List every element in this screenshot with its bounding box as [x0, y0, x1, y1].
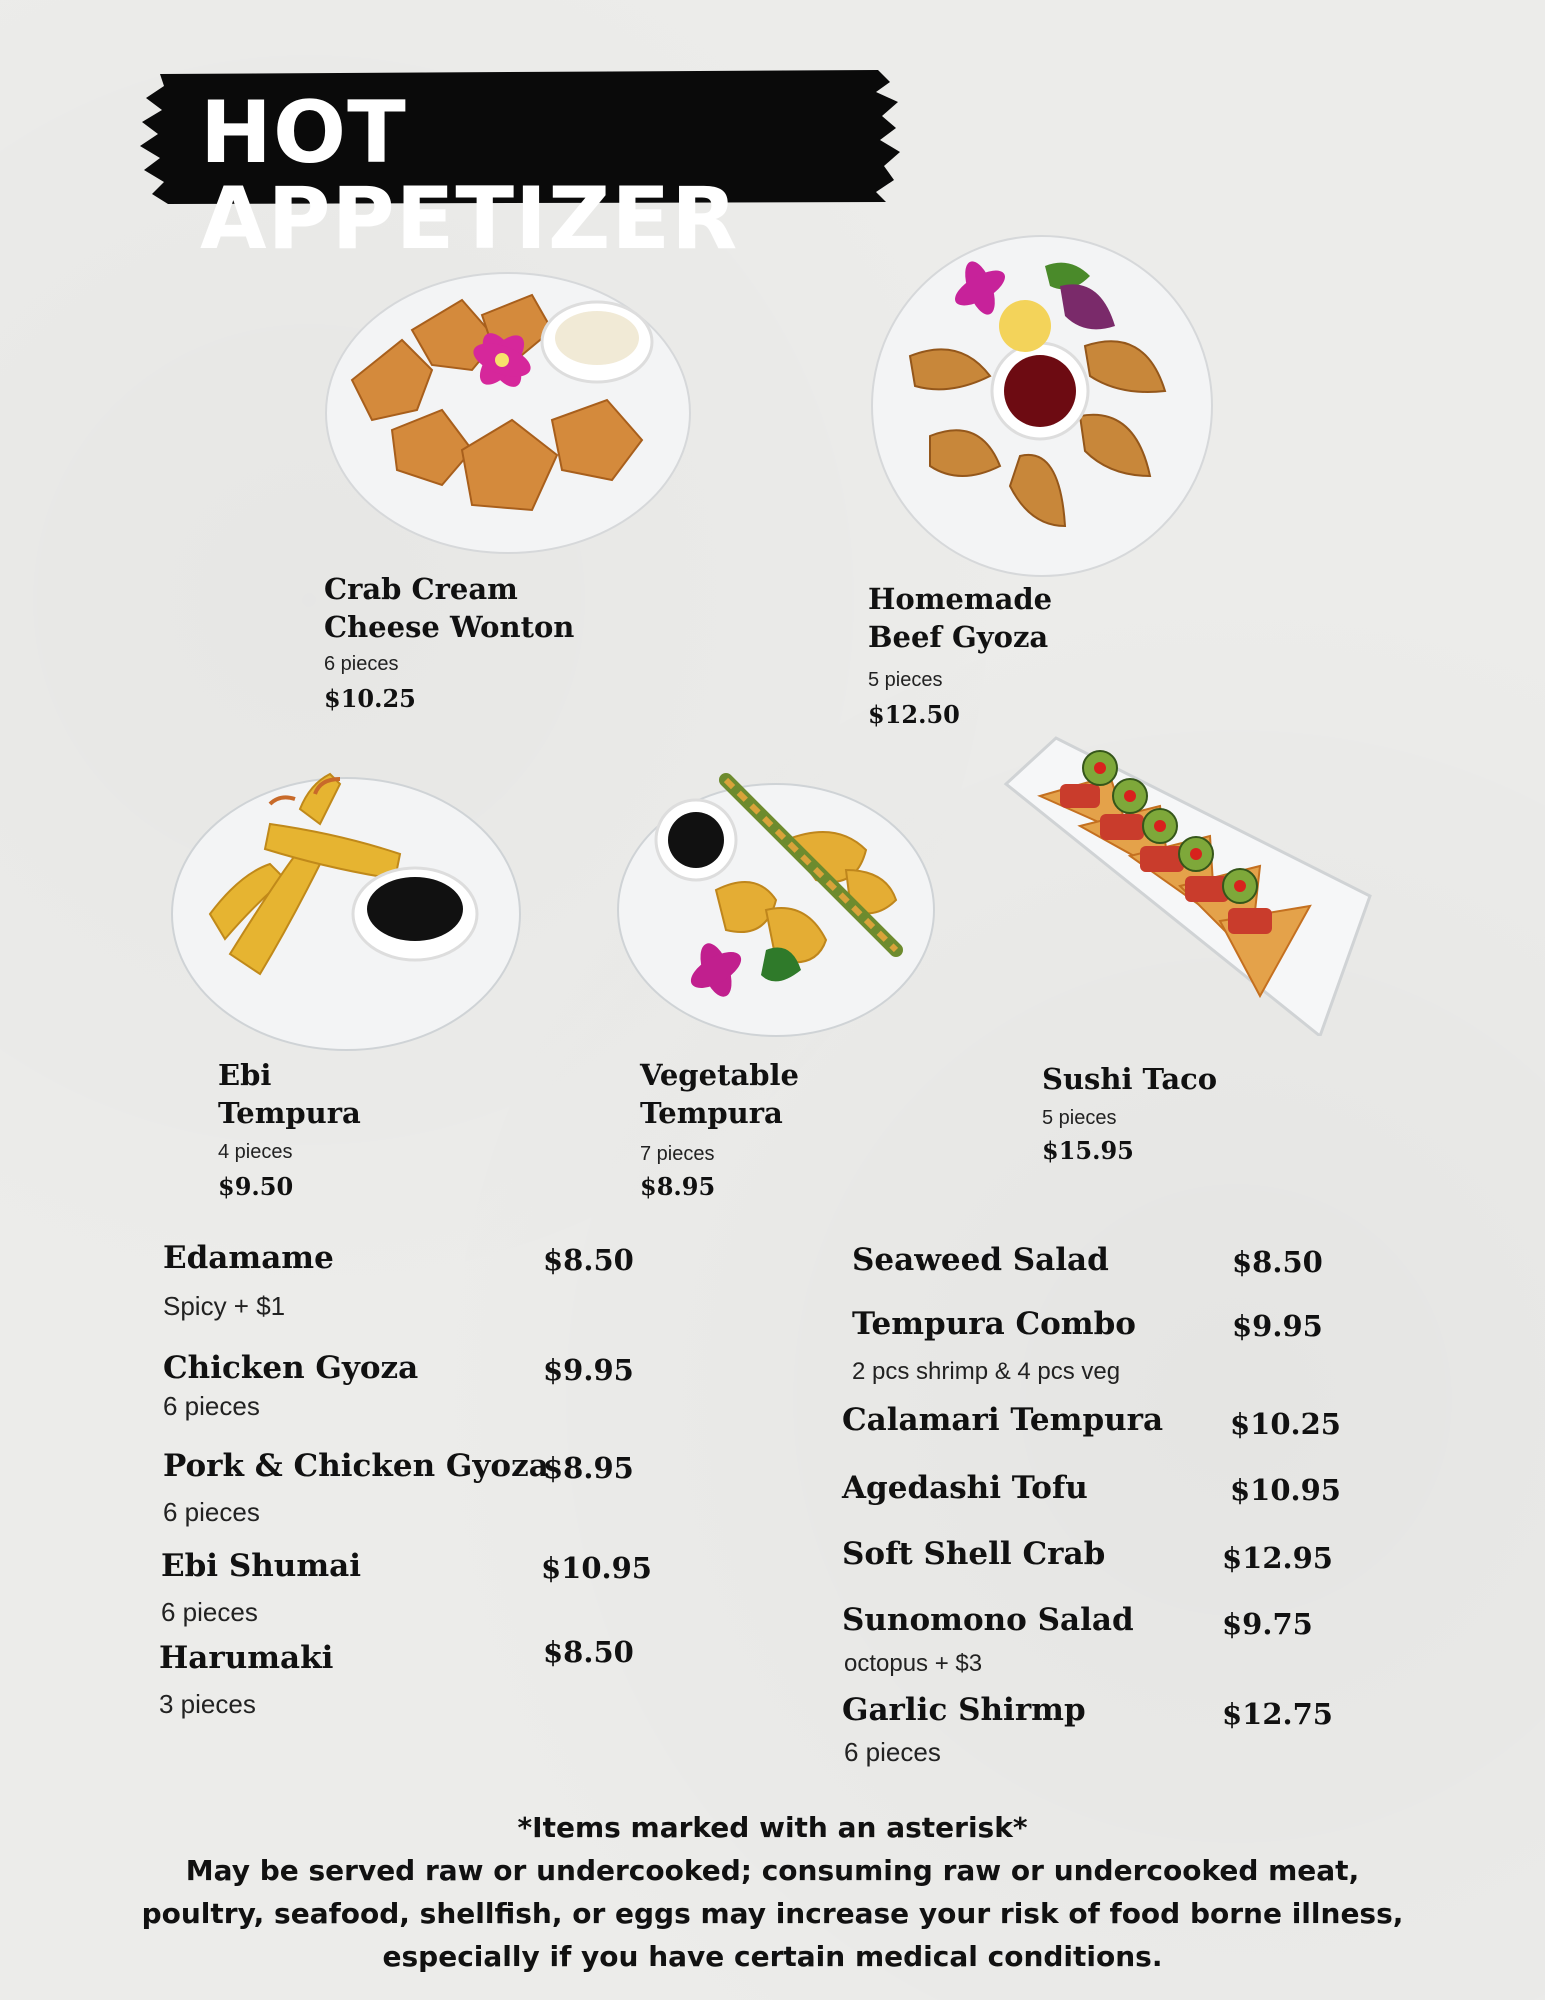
featured-name-line2: Tempura: [640, 1096, 783, 1130]
menu-item-note: octopus + $3: [844, 1650, 983, 1677]
featured-pieces: 4 pieces: [218, 1141, 293, 1163]
menu-item-note: 6 pieces: [161, 1597, 258, 1627]
menu-item-name: Ebi Shumai: [161, 1548, 362, 1584]
menu-item-price: $9.95: [1232, 1309, 1323, 1343]
menu-item-name: Sunomono Salad: [842, 1602, 1134, 1638]
featured-item-vegetable-tempura: [640, 1056, 799, 1202]
menu-item-note: 6 pieces: [163, 1497, 260, 1527]
menu-item-name: Pork & Chicken Gyoza: [163, 1448, 549, 1484]
title-banner: [138, 68, 903, 269]
featured-price: $10.25: [324, 684, 416, 713]
menu-item-name: Edamame: [163, 1240, 334, 1276]
featured-item-crab-wonton: [324, 570, 574, 714]
featured-pieces: 5 pieces: [1042, 1107, 1117, 1129]
featured-item-sushi-taco: [1042, 1060, 1217, 1166]
featured-pieces: 6 pieces: [324, 653, 399, 675]
menu-item-note: 2 pcs shrimp & 4 pcs veg: [852, 1358, 1121, 1385]
menu-item-note: Spicy + $1: [163, 1291, 286, 1321]
menu-item-price: $9.95: [543, 1353, 634, 1387]
menu-item-price: $10.95: [541, 1551, 652, 1585]
menu-item-price: $8.50: [1232, 1245, 1323, 1279]
featured-name-line1: Sushi Taco: [1042, 1062, 1218, 1096]
featured-price: $8.95: [640, 1172, 716, 1201]
menu-item-note: 6 pieces: [163, 1391, 260, 1421]
menu-item-price: $10.95: [1230, 1473, 1341, 1507]
menu-item-price: $12.95: [1222, 1541, 1333, 1575]
raw-food-disclaimer: [120, 1806, 1425, 1978]
menu-item-price: $12.75: [1222, 1697, 1333, 1731]
crab-wonton-photo: [322, 270, 694, 556]
menu-item-price: $8.50: [543, 1635, 634, 1669]
vegetable-tempura-photo: [616, 760, 936, 1040]
featured-name-line1: Crab Cream: [324, 572, 518, 606]
featured-name-line2: Tempura: [218, 1096, 361, 1130]
disclaimer-line: especially if you have certain medical conditions.: [382, 1940, 1163, 1973]
featured-pieces: 5 pieces: [868, 669, 943, 691]
featured-name-line1: Homemade: [868, 582, 1053, 616]
featured-price: $15.95: [1042, 1136, 1134, 1165]
menu-item-name: Harumaki: [159, 1640, 334, 1676]
menu-item-note: 3 pieces: [159, 1689, 256, 1719]
menu-item-name: Seaweed Salad: [852, 1242, 1109, 1278]
featured-name-line1: Vegetable: [640, 1058, 799, 1092]
featured-price: $9.50: [218, 1172, 294, 1201]
beef-gyoza-photo: [870, 226, 1214, 580]
menu-item-price: $9.75: [1222, 1607, 1313, 1641]
menu-item-name: Agedashi Tofu: [842, 1470, 1088, 1506]
disclaimer-line: May be served raw or undercooked; consuming raw or undercooked meat,: [185, 1854, 1360, 1887]
featured-name-line1: Ebi: [218, 1058, 272, 1092]
featured-item-beef-gyoza: [868, 580, 1052, 730]
featured-name-line2: Cheese Wonton: [324, 610, 575, 644]
ebi-tempura-photo: [170, 754, 522, 1054]
menu-item-name: Garlic Shirmp: [842, 1692, 1086, 1728]
disclaimer-line: poultry, seafood, shellfish, or eggs may increase your risk of food borne illness,: [141, 1897, 1404, 1930]
menu-item-name: Calamari Tempura: [842, 1402, 1164, 1438]
menu-item-name: Soft Shell Crab: [842, 1536, 1106, 1572]
menu-item-name: Chicken Gyoza: [163, 1350, 419, 1386]
sushi-taco-photo: [1000, 736, 1372, 1036]
menu-item-price: $8.95: [543, 1451, 634, 1485]
disclaimer-line: *Items marked with an asterisk*: [517, 1811, 1028, 1844]
menu-item-price: $10.25: [1230, 1407, 1341, 1441]
featured-item-ebi-tempura: [218, 1056, 361, 1202]
featured-pieces: 7 pieces: [640, 1143, 715, 1165]
page-title: HOT APPETIZER: [200, 83, 739, 269]
menu-item-price: $8.50: [543, 1243, 634, 1277]
featured-name-line2: Beef Gyoza: [868, 620, 1049, 654]
featured-price: $12.50: [868, 700, 960, 729]
menu-item-name: Tempura Combo: [852, 1306, 1136, 1342]
menu-item-note: 6 pieces: [844, 1737, 941, 1767]
